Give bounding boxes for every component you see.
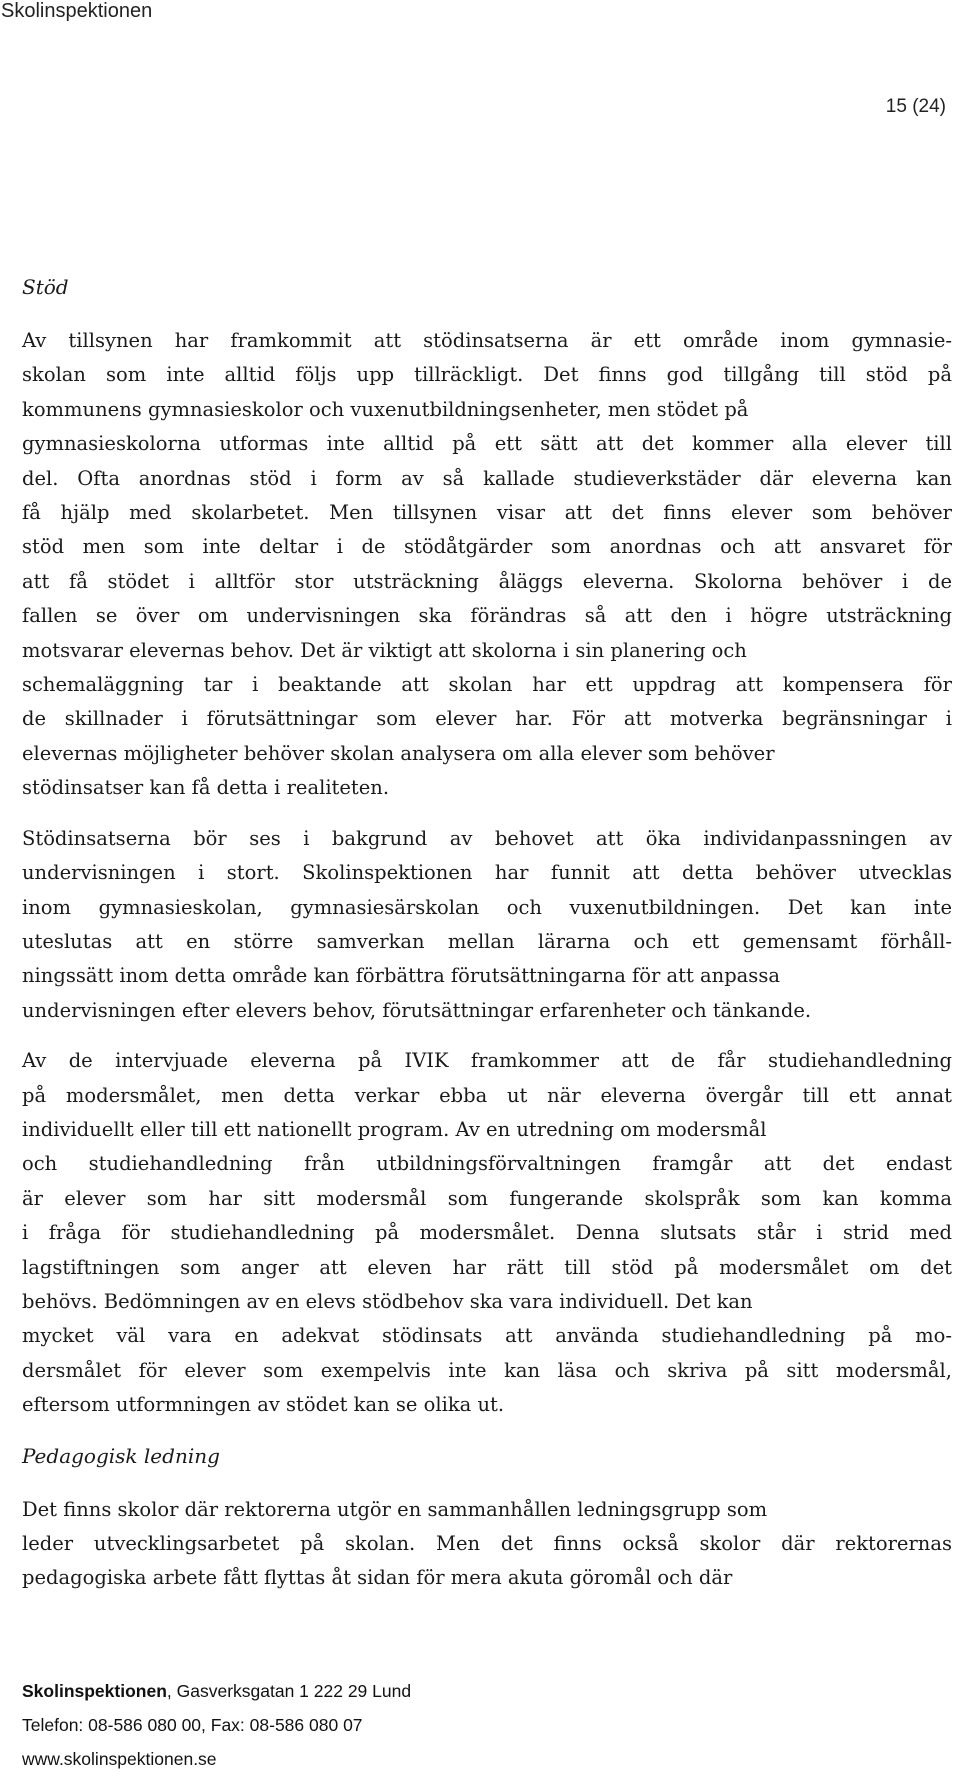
text-line: i fråga för studiehandledning på modersmålet. Denna slutsats står i strid med [22,1221,952,1245]
text-line: motsvarar elevernas behov. Det är viktigt att skolorna i sin planering och [22,638,747,662]
text-line: de skillnader i förutsättningar som elever har. För att motverka begränsningar i [22,707,952,731]
paragraph [22,324,952,806]
text-line: pedagogiska arbete fått flyttas åt sidan för mera akuta göromål och där [22,1566,733,1590]
text-line: undervisningen i stort. Skolinspektionen har funnit att detta behöver utvecklas [22,861,952,885]
text-line: mycket väl vara en adekvat stödinsats att använda studiehandledning på mo- [22,1324,952,1348]
text-line: elevernas möjligheter behöver skolan analysera om alla elever som behöver [22,741,775,765]
text-line: gymnasieskolorna utformas inte alltid på ett sätt att det kommer alla elever till [22,432,952,456]
text-line: del. Ofta anordnas stöd i form av så kallade studieverkstäder där eleverna kan [22,466,952,490]
text-line: på modersmålet, men detta verkar ebba ut när eleverna övergår till ett annat [22,1083,952,1107]
text-line: eftersom utformningen av stödet kan se olika ut. [22,1393,505,1417]
text-line: stöd men som inte deltar i de stödåtgärder som anordnas och att ansvaret för [22,535,952,559]
text-line: uteslutas att en större samverkan mellan lärarna och ett gemensamt förhåll- [22,929,952,953]
text-line: få hjälp med skolarbetet. Men tillsynen visar att det finns elever som behöver [22,501,952,525]
header-organization: Skolinspektionen [1,0,153,22]
text-line: lagstiftningen som anger att eleven har rätt till stöd på modersmålet om det [22,1255,952,1279]
text-line: dersmålet för elever som exempelvis inte kan läsa och skriva på sitt modersmål, [22,1358,952,1382]
text-line: ningssätt inom detta område kan förbättra förutsättningarna för att anpassa [22,964,780,988]
page-footer [22,1674,411,1776]
footer-address-line [22,1674,411,1708]
paragraph [22,822,952,1028]
footer-contact: Telefon: 08-586 080 00, Fax: 08-586 080 07 [22,1715,363,1735]
footer-website: www.skolinspektionen.se [22,1749,217,1769]
text-line: schemaläggning tar i beaktande att skolan har ett uppdrag att kompensera för [22,673,952,697]
text-line: Av tillsynen har framkommit att stödinsatserna är ett område inom gymnasie- [22,329,952,352]
paragraph [22,1493,952,1596]
document-body [22,270,952,1612]
text-line: och studiehandledning från utbildningsförvaltningen framgår att det endast [22,1152,952,1176]
text-line: Det finns skolor där rektorerna utgör en sammanhållen ledningsgrupp som [22,1497,768,1521]
text-line: inom gymnasieskolan, gymnasiesärskolan och vuxenutbildningen. Det kan inte [22,895,952,919]
text-line: stödinsatser kan få detta i realiteten. [22,776,390,800]
text-line: Stödinsatserna bör ses i bakgrund av behovet att öka individanpassningen av [22,826,952,850]
text-line: kommunens gymnasieskolor och vuxenutbildningsenheter, men stödet på [22,397,749,421]
text-line: undervisningen efter elevers behov, förutsättningar erfarenheter och tänkande. [22,998,812,1022]
text-line: behövs. Bedömningen av en elevs stödbehov ska vara individuell. Det kan [22,1289,753,1313]
section-heading: Pedagogisk ledning [22,1443,220,1468]
section-pedagogisk-ledning [22,1439,952,1596]
footer-address: , Gasverksgatan 1 222 29 Lund [166,1681,412,1701]
text-line: fallen se över om undervisningen ska förändras så att den i högre utsträckning [22,604,952,628]
section-stod [22,270,952,1423]
footer-organization: Skolinspektionen [22,1681,167,1701]
paragraph [22,1044,952,1422]
text-line: leder utvecklingsarbetet på skolan. Men det finns också skolor där rektorernas [22,1532,952,1555]
text-line: individuellt eller till ett nationellt program. Av en utredning om modersmål [22,1117,767,1141]
text-line: att få stödet i alltför stor utsträckning åläggs eleverna. Skolorna behöver i de [22,569,952,593]
text-line: skolan som inte alltid följs upp tillräckligt. Det finns god tillgång till stöd på [22,363,952,387]
text-line: Av de intervjuade eleverna på IVIK framkommer att de får studiehandledning [22,1049,952,1073]
page-number: 15 (24) [885,96,946,117]
section-heading: Stöd [22,275,69,299]
text-line: är elever som har sitt modersmål som fungerande skolspråk som kan komma [22,1186,952,1210]
